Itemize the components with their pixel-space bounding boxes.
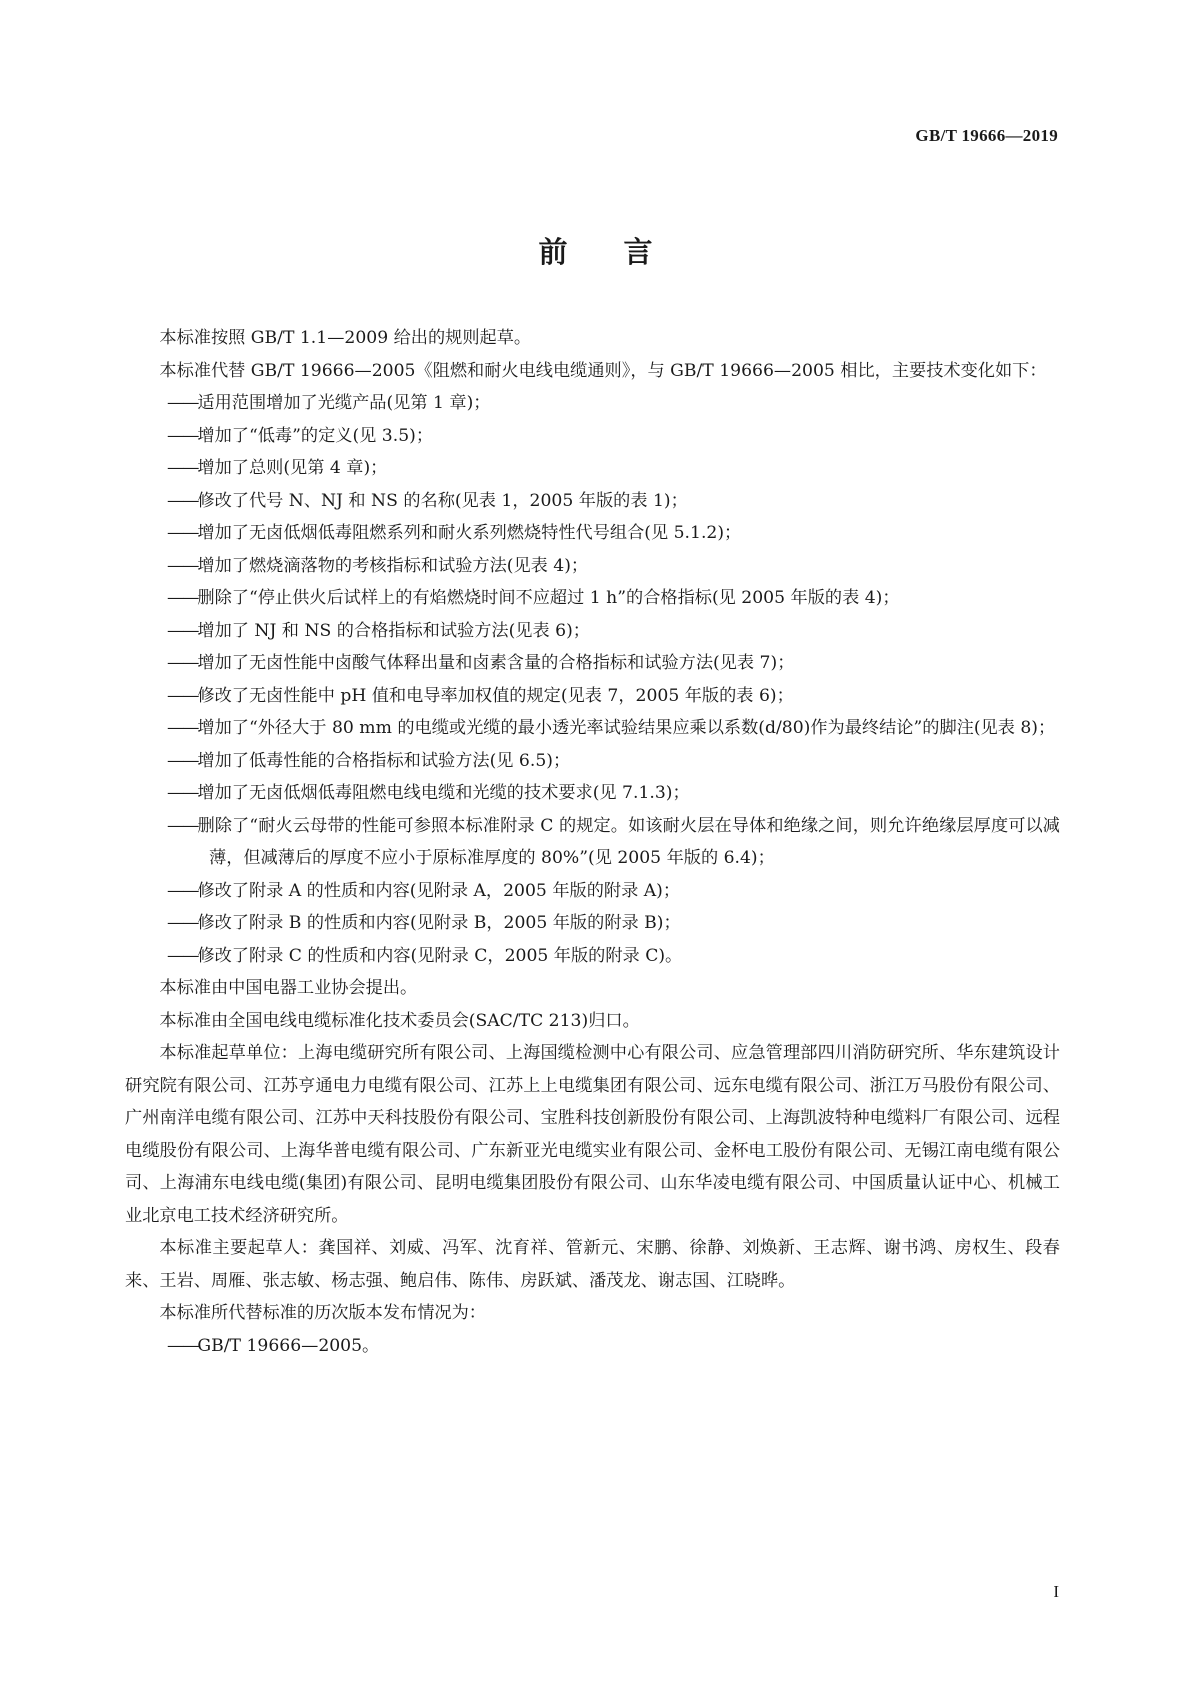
paragraph-drafting-rules: 本标准按照 GB/T 1.1—2009 给出的规则起草。 xyxy=(159,328,532,348)
list-item: ——增加了总则(见第 4 章)； xyxy=(167,458,388,478)
page-title: 前言 xyxy=(538,235,709,269)
paragraph-proposer: 本标准由中国电器工业协会提出。 xyxy=(159,978,418,998)
paragraph-drafters: 本标准主要起草人：龚国祥、刘威、冯军、沈育祥、管新元、宋鹏、徐静、刘焕新、王志辉、谢书鸿、房权生、段春来、王岩、周雁、张志敏、杨志强、鲍启伟、陈伟、房跃斌、潘茂龙、谢志国、江晓晔。 xyxy=(125,1238,1060,1291)
list-item-previous-version: ——GB/T 19666—2005。 xyxy=(167,1335,380,1356)
standard-code: GB/T 19666—2019 xyxy=(915,126,1058,145)
list-item: ——增加了“外径大于 80 mm 的电缆或光缆的最小透光率试验结果应乘以系数(d/80)作为最终结论”的脚注(见表 8)； xyxy=(167,718,1056,738)
list-item: ——增加了“低毒”的定义(见 3.5)； xyxy=(167,425,434,446)
paragraph-replacement: 本标准代替 GB/T 19666—2005《阻燃和耐火电线电缆通则》，与 GB/T 19666—2005 相比，主要技术变化如下： xyxy=(159,360,1047,381)
paragraph-history: 本标准所代替标准的历次版本发布情况为： xyxy=(159,1303,486,1323)
list-item: ——修改了附录 C 的性质和内容(见附录 C，2005 年版的附录 C)。 xyxy=(167,945,683,966)
list-item: ——修改了无卤性能中 pH 值和电导率加权值的规定(见表 7，2005 年版的表 6)； xyxy=(167,685,794,706)
paragraph-drafting-units: 本标准起草单位：上海电缆研究所有限公司、上海国缆检测中心有限公司、应急管理部四川消防研究所、华东建筑设计研究院有限公司、江苏亨通电力电缆有限公司、江苏上上电缆集团有限公司、远东电缆有限公司、浙江万马股份有限公司、广州南洋电缆有限公司、江苏中天科技股份有限公司、宝胜科技创新股份有限公司、上海凯波特种电缆料厂有限公司、远程电缆股份有限公司、上海华普电缆有限公司、广东新亚光电缆实业有限公司、金杯电工股份有限公司、无锡江南电缆有限公司、上海浦东电线电缆(集团)有限公司、昆明电缆集团股份有限公司、山东华凌电缆有限公司、中国质量认证中心、机械工业北京电工技术经济研究所。 xyxy=(125,1043,1060,1226)
page-number: I xyxy=(1053,1582,1059,1601)
document-body xyxy=(125,322,1060,1362)
list-item: ——修改了附录 A 的性质和内容(见附录 A，2005 年版的附录 A)； xyxy=(167,880,681,901)
list-item: ——修改了代号 N、NJ 和 NS 的名称(见表 1，2005 年版的表 1)； xyxy=(167,490,688,511)
list-item: ——适用范围增加了光缆产品(见第 1 章)； xyxy=(167,393,491,413)
list-item: ——增加了无卤低烟低毒阻燃系列和耐火系列燃烧特性代号组合(见 5.1.2)； xyxy=(167,523,742,543)
list-item: ——增加了 NJ 和 NS 的合格指标和试验方法(见表 6)； xyxy=(167,620,590,641)
list-item: ——增加了无卤性能中卤酸气体释出量和卤素含量的合格指标和试验方法(见表 7)； xyxy=(167,653,795,673)
list-item: ——删除了“停止供火后试样上的有焰燃烧时间不应超过 1 h”的合格指标(见 2005 年版的表 4)； xyxy=(167,588,900,608)
change-list xyxy=(125,387,1060,972)
list-item: ——增加了无卤低烟低毒阻燃电线电缆和光缆的技术要求(见 7.1.3)； xyxy=(167,783,690,803)
list-item: ——删除了“耐火云母带的性能可参照本标准附录 C 的规定。如该耐火层在导体和绝缘之间，则允许绝缘层厚度可以减薄，但减薄后的厚度不应小于原标准厚度的 80%”(见 2005 年版的 6.4)； xyxy=(167,815,1060,868)
paragraph-committee: 本标准由全国电线电缆标准化技术委员会(SAC/TC 213)归口。 xyxy=(159,1010,640,1031)
list-item: ——修改了附录 B 的性质和内容(见附录 B，2005 年版的附录 B)； xyxy=(167,913,681,933)
list-item: ——增加了燃烧滴落物的考核指标和试验方法(见表 4)； xyxy=(167,555,589,576)
list-item: ——增加了低毒性能的合格指标和试验方法(见 6.5)； xyxy=(167,750,571,771)
